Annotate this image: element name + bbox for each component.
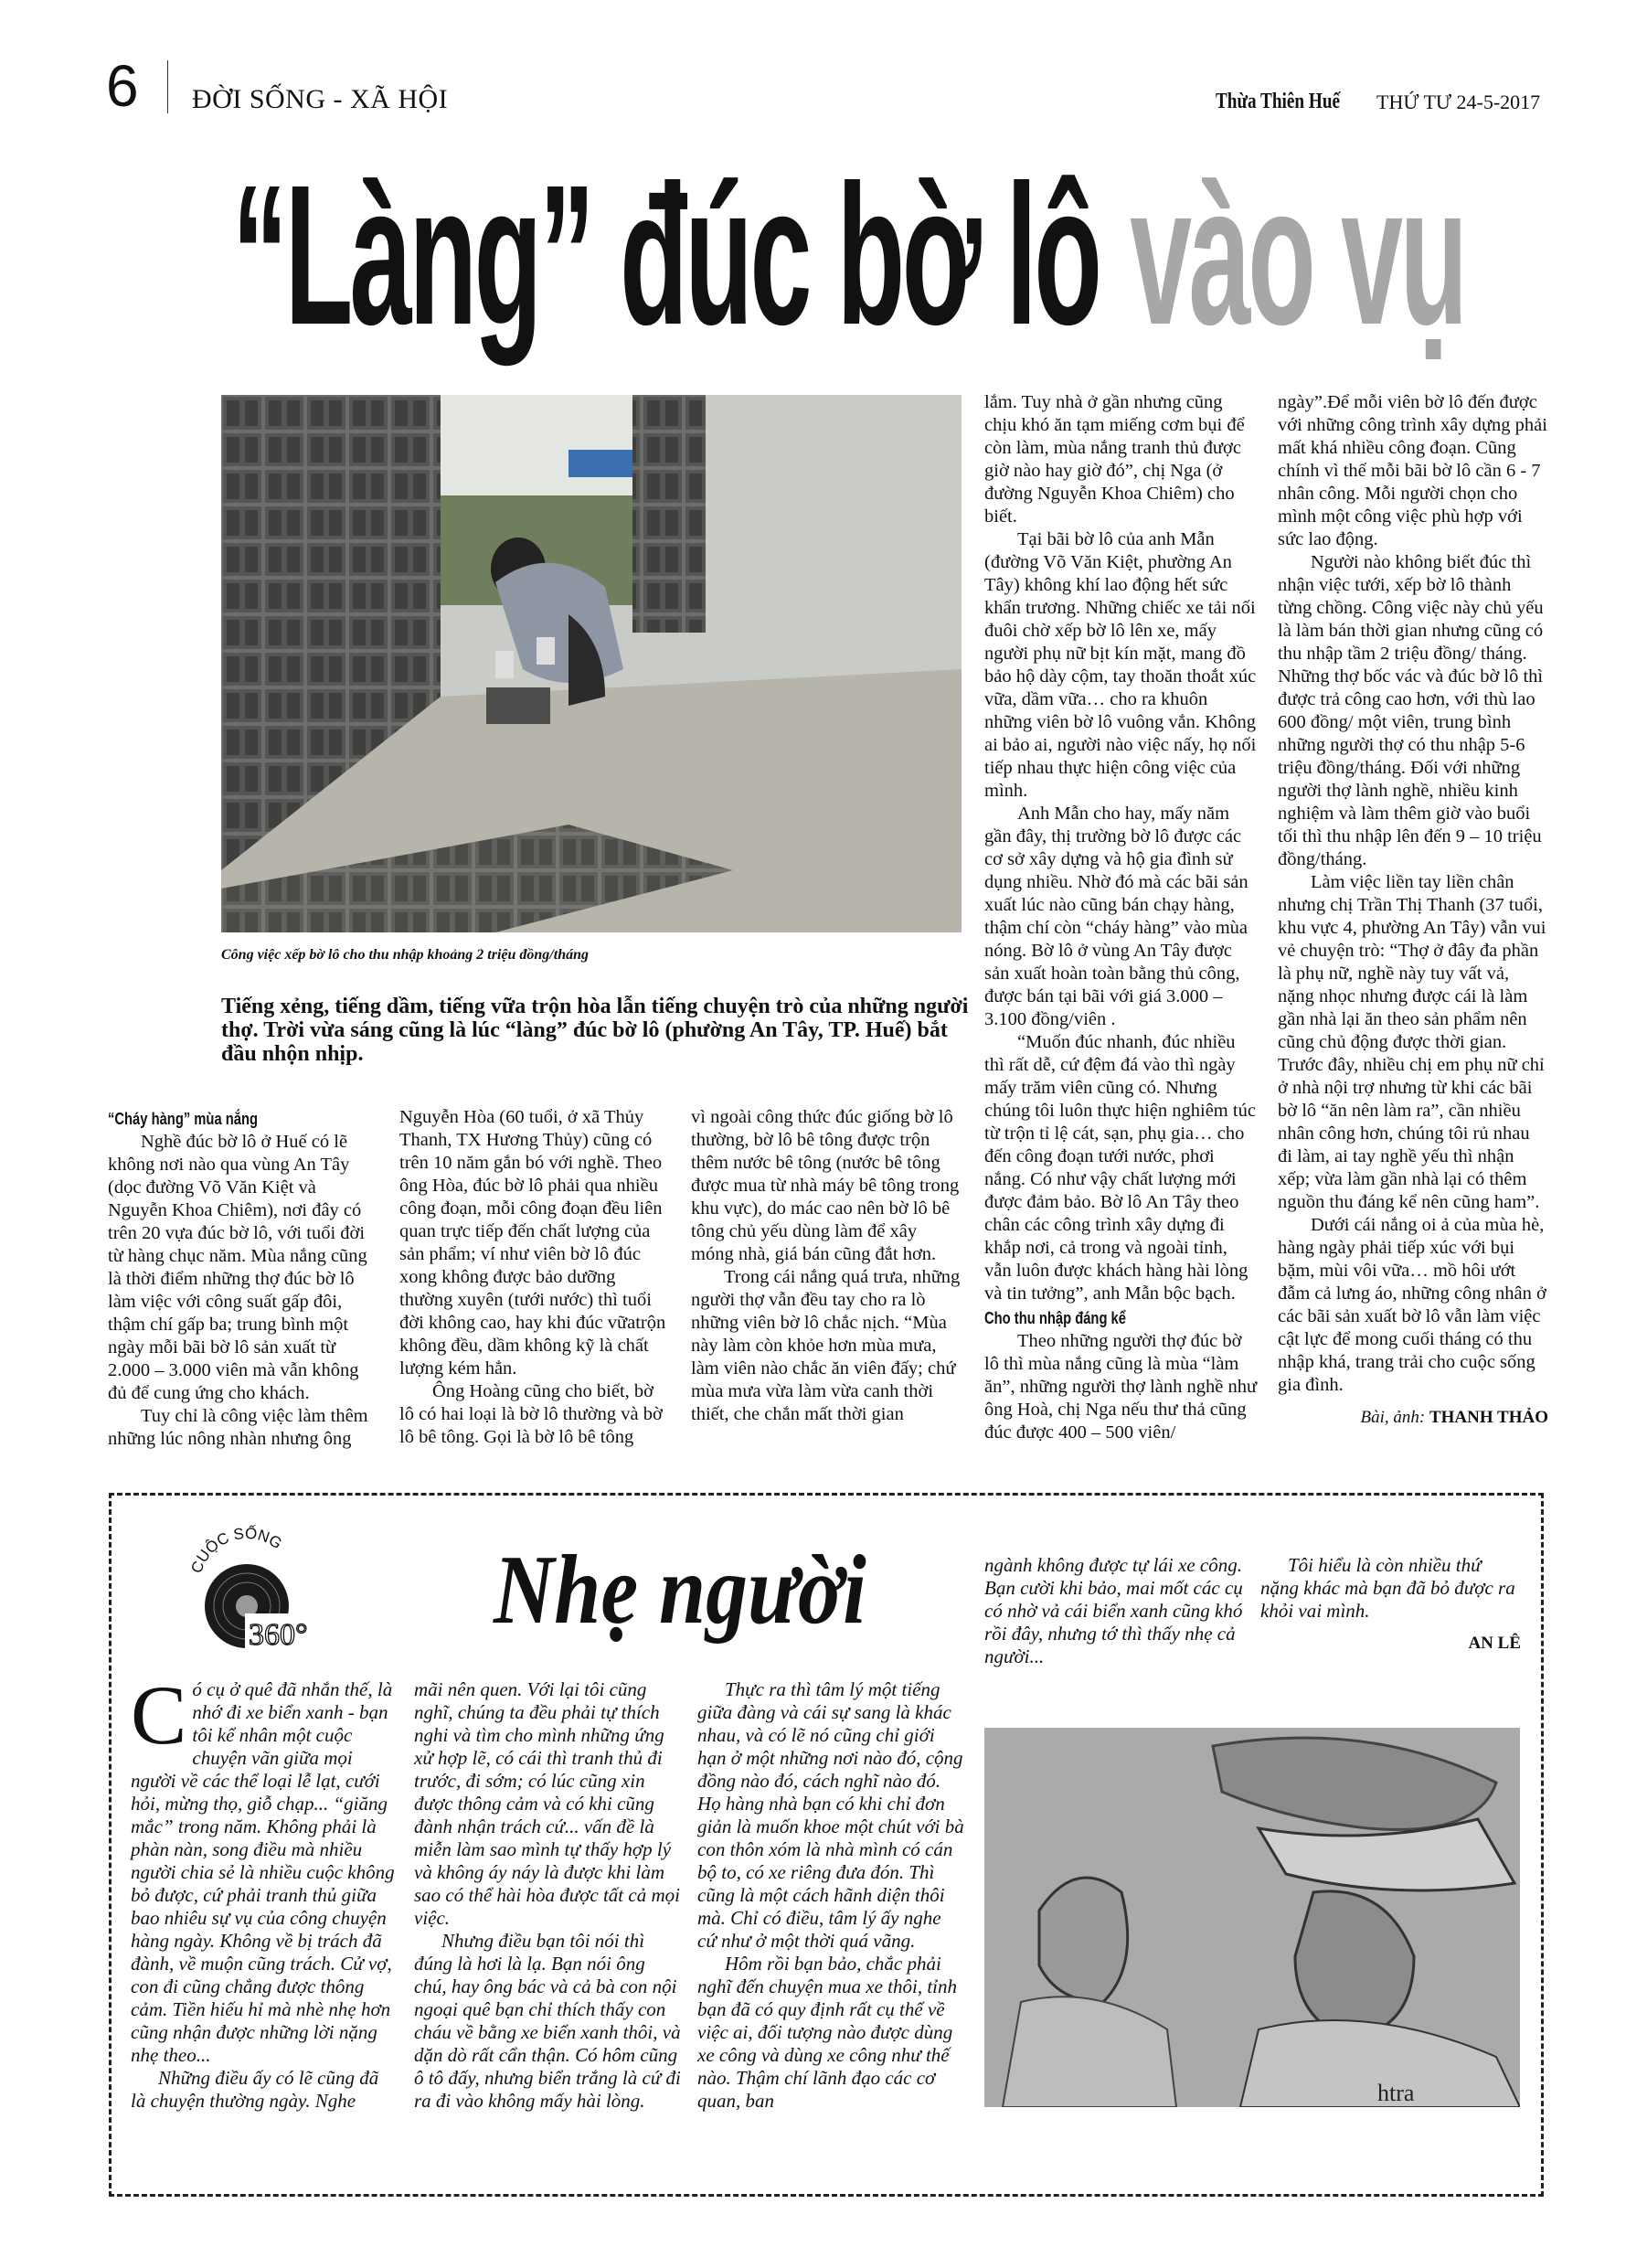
paragraph: ngày”.Để mỗi viên bờ lô đến được với những công trình xây dựng phải mất khá nhiều công đoạn. Cũng chính vì thế mỗi bãi bờ lô cần 6 - 7 nhân công. Mỗi người chọn cho mình một công việc phù hợp với sức lao động. [1278, 392, 1547, 549]
article-photo [221, 395, 962, 932]
paragraph: Làm việc liền tay liền chân nhưng chị Trần Thị Thanh (37 tuổi, khu vực 4, phường An Tây) vẫn vui vẻ chuyện trò: “Thợ ở đây đa phần là phụ nữ, nghề này tuy vất vả, nặng nhọc nhưng được cái là làm gần nhà lại ăn theo sản phẩm nên cũng chủ động được thời gian. Trước đây, nhiều chị em phụ nữ chỉ ở nhà nội trợ nhưng từ khi các bãi bờ lô “ăn nên làm ra”, cần nhiều nhân công hơn, chúng tôi rủ nhau đi làm, ai tay nghề yếu thì nhận xếp; vừa làm gần nhà lại có thêm nguồn thu đáng kể nên cũng ham”. [1278, 872, 1546, 1212]
brick-worker-photo [221, 395, 962, 932]
svg-text:CUỘC SỐNG: CUỘC SỐNG [187, 1524, 285, 1576]
box-column-2 [414, 1678, 681, 2113]
paragraph: Anh Mẫn cho hay, mấy năm gần đây, thị trường bờ lô được các cơ sở xây dựng và hộ gia đình sử dụng nhiều. Nhờ đó mà các bãi sản xuất lúc nào cũng bán chạy hàng, thậm chí còn “cháy hàng” vào mùa nóng. Bờ lô ở vùng An Tây được sản xuất hoàn toàn bằng thủ công, được bán tại bãi với giá 3.000 – 3.100 đồng/viên . [984, 804, 1249, 1029]
photo-caption: Công việc xếp bờ lô cho thu nhập khoảng 2 triệu đồng/tháng [221, 947, 589, 963]
paragraph: Ông Hoàng cũng cho biết, bờ lô có hai loại là bờ lô thường và bờ lô bê tông. Gọi là bờ lô bê tông [399, 1381, 663, 1447]
paragraph: Tuy chỉ là công việc làm thêm những lúc nông nhàn nhưng ông [108, 1406, 368, 1449]
article-column-4 [984, 391, 1259, 1444]
paragraph-text: ó cụ ở quê đã nhắn thế, là nhớ đi xe biển xanh - bạn tôi kể nhân một cuộc chuyện vãn giữa mọi người về các thể loại lễ lạt, cưới hỏi, mừng thọ, giỗ chạp... “giăng mắc” trong năm. Không phải là phàn nàn, song điều mà nhiều người chia sẻ là nhiều cuộc không bỏ được, cứ phải tranh thủ giữa bao nhiêu sự vụ của công chuyện hàng ngày. Không về bị trách đã đành, về muộn cũng trách. Cử vợ, con đi cũng chẳng được thông cảm. Tiền hiếu hỉ mà nhè nhẹ hơn cũng nhận được những lời nặng nhẹ theo... [131, 1678, 395, 2066]
paragraph: Tại bãi bờ lô của anh Mẫn (đường Võ Văn Kiệt, phường An Tây) không khí lao động hết sức khẩn trương. Những chiếc xe tải nối đuôi chờ xếp bờ lô lên xe, mấy người phụ nữ bịt kín mặt, mang đồ bảo hộ dày cộm, tay thoăn thoắt xúc vữa, dầm vữa… cho ra khuôn những viên bờ lô vuông vắn. Không ai bảo ai, người nào việc nấy, họ nối tiếp nhau thực hiện công việc của mình. [984, 529, 1257, 801]
drop-cap: C [131, 1668, 187, 1762]
byline [1278, 1406, 1548, 1429]
cuoc-song-360-logo [183, 1522, 311, 1650]
article-lede: Tiếng xẻng, tiếng dầm, tiếng vữa trộn hòa lẫn tiếng chuyện trò của những người thợ. Trời vừa sáng cũng là lúc “làng” đúc bờ lô (phường An Tây, TP. Huế) bắt đầu nhộn nhịp. [221, 995, 969, 1066]
sketch-illustration [984, 1728, 1520, 2107]
logo-degree-text: 360° [249, 1618, 308, 1650]
paragraph: Trong cái nắng quá trưa, những người thợ vẫn đều tay cho ra lò những viên bờ lô chắc nịch. “Mùa này làm còn khỏe hơn mùa mưa, làm viên nào chắc ăn viên đấy; chứ mùa mưa vừa làm vừa canh thời thiết, che chắn mất thời gian [691, 1267, 961, 1424]
paragraph: Hôm rồi bạn bảo, chắc phải nghĩ đến chuyện mua xe thôi, tỉnh bạn đã có quy định rất cụ thể về việc ai, đối tượng nào được dùng xe công và dùng xe công như thế nào. Thậm chí lãnh đạo các cơ quan, ban [697, 1953, 958, 2112]
paragraph: “Muốn đúc nhanh, đúc nhiều thì rất dễ, cứ đệm đá vào thì ngày mấy trăm viên cũng có. Nhưng chúng tôi luôn thực hiện nghiêm túc từ trộn tỉ lệ cát, sạn, phụ gia… cho đến công đoạn tưới nước, phơi nắng. Có như vậy chất lượng mới được đảm bảo. Bờ lô An Tây theo chân các công trình xây dựng đi khắp nơi, cả trong và ngoài tỉnh, vẫn luôn được khách hàng hài lòng và tin tưởng”, anh Mẫn bộc bạch. [984, 1032, 1256, 1304]
paragraph: Theo những người thợ đúc bờ lô thì mùa nắng cũng là mùa “làm ăn”, những người thợ lành nghề như ông Hoà, chị Nga nếu thư thả cũng đúc được 400 – 500 viên/ [984, 1331, 1258, 1443]
byline-label: Bài, ảnh: [1360, 1408, 1426, 1427]
byline-author: THANH THẢO [1429, 1408, 1548, 1427]
box-column-4 [984, 1554, 1251, 1668]
article-column-2 [399, 1106, 670, 1449]
paragraph: lắm. Tuy nhà ở gần nhưng cũng chịu khó ăn tạm miếng cơm bụi để còn làm, mùa nắng tranh thủ được giờ nào hay giờ đó”, chị Nga (ở đường Nguyễn Khoa Chiêm) cho biết. [984, 392, 1245, 527]
paragraph: mãi nên quen. Với lại tôi cũng nghĩ, chúng ta đều phải tự thích nghi và tìm cho mình những ứng xử hợp lẽ, có cái thì tranh thủ đi trước, đi sớm; có lúc cũng xin được thông cảm và có khi cũng đành nhận trách cứ... vấn đề là miễn làm sao mình tự thấy hợp lý và không áy náy là được khi làm sao có thể hài hòa được tất cả mọi việc. [414, 1678, 680, 1929]
paragraph: Thực ra thì tâm lý một tiếng giữa đàng và cái sự sang là khác nhau, và có lẽ nó cũng chỉ giới hạn ở một những nơi nào đó, cộng đồng nào đó, cách nghĩ nào đó. Họ hàng nhà bạn có khi chỉ đơn giản là muốn khoe một chút với bà con thôn xóm là nhà mình có cán bộ to, có xe riêng đưa đón. Thì cũng là một cách hãnh diện thôi mà. Chỉ có điều, tâm lý ấy nghe cứ như ở một thời quá vãng. [697, 1678, 964, 1952]
paragraph: Dưới cái nắng oi ả của mùa hè, hàng ngày phải tiếp xúc với bụi bặm, mùi vôi vữa… mồ hôi ướt đẫm cả lưng áo, những công nhân ở các bãi sản xuất bờ lô vẫn làm việc cật lực để mong cuối tháng có thu nhập khá, trang trải cho cuộc sống gia đình. [1278, 1215, 1546, 1395]
box-title: Nhẹ người [494, 1536, 866, 1645]
article-column-5 [1278, 391, 1548, 1429]
subheading: “Cháy hàng” mùa nắng [108, 1110, 259, 1128]
title-highlight: vào vụ [1130, 144, 1465, 367]
paragraph: Nguyễn Hòa (60 tuổi, ở xã Thủy Thanh, TX Hương Thủy) cũng có trên 10 năm gắn bó với nghề. Theo ông Hòa, đúc bờ lô phải qua nhiều công đoạn, mỗi công đoạn đều liên quan trực tiếp đến chất lượng của sản phẩm; ví như viên bờ lô đúc xong không được bảo dưỡng thường xuyên (tưới nước) thì tuổi đời không cao, hay khi đúc vữatrộn không đều, dầm không kỹ là chất lượng kém hẳn. [399, 1107, 666, 1379]
paragraph [131, 1668, 396, 2067]
section-label: ĐỜI SỐNG - XÃ HỘI [192, 84, 449, 114]
title-main: “Làng” đúc bờ lô [232, 144, 1100, 367]
box-column-5 [1260, 1554, 1521, 1655]
article-column-3 [691, 1106, 963, 1426]
box-column-1 [131, 1668, 396, 2113]
paragraph: ngành không được tự lái xe công. Bạn cười khi bảo, mai mốt các cụ có nhờ vả cái biển xanh cũng khó rồi đây, nhưng tớ thì thấy nhẹ cả người... [984, 1554, 1243, 1667]
subheading: Cho thu nhập đáng kể [984, 1309, 1126, 1327]
box-column-3 [697, 1678, 964, 2113]
page-number: 6 [106, 53, 139, 119]
paragraph: Nhưng điều bạn tôi nói thì đúng là hơi là lạ. Bạn nói ông chú, hay ông bác và cả bà con nội ngoại quê bạn chỉ thích thấy con cháu về bằng xe biển xanh thôi, và dặn dò rất cẩn thận. Có hôm cũng ô tô đấy, nhưng biển trắng là cứ đi ra đi vào không mấy hài lòng. [414, 1930, 681, 2112]
paragraph: Người nào không biết đúc thì nhận việc tưới, xếp bờ lô thành từng chồng. Công việc này chủ yếu là làm bán thời gian nhưng cũng có thu nhập tầm 2 triệu đồng/ tháng. Những thợ bốc vác và đúc bờ lô thì được trả công cao hơn, với thù lao 600 đồng/ một viên, trung bình những người thợ có thu nhập 5-6 triệu đồng/tháng. Đối với những người thợ lành nghề, nhiều kinh nghiệm và làm thêm giờ vào buổi tối thì thu nhập lên đến 9 – 10 triệu đồng/tháng. [1278, 552, 1544, 869]
article-column-1 [108, 1106, 378, 1451]
paragraph: Tôi hiểu là còn nhiều thứ nặng khác mà bạn đã bỏ được ra khỏi vai mình. [1260, 1554, 1515, 1622]
vinyl-record-icon [183, 1522, 311, 1650]
box-signature: AN LÊ [1468, 1634, 1521, 1653]
paragraph: vì ngoài công thức đúc giống bờ lô thường, bờ lô bê tông được trộn thêm nước bê tông (nước bê tông được mua từ nhà máy bê tông trong khu vực), do mác cao nên bờ lô bê tông chủ yếu dùng làm để xây móng nhà, giá bán cũng đắt hơn. [691, 1107, 960, 1264]
illustration [984, 1728, 1520, 2107]
paragraph: Những điều ấy có lẽ cũng đã là chuyện thường ngày. Nghe [131, 2067, 379, 2112]
header-divider [167, 60, 168, 113]
paragraph: Nghề đúc bờ lô ở Huế có lẽ không nơi nào qua vùng An Tây (dọc đường Võ Văn Kiệt và Nguyễn Khoa Chiêm), nơi đây có trên 20 vựa đúc bờ lô, với tuổi đời từ hàng chục năm. Mùa nắng cũng là thời điểm những thợ đúc bờ lô làm việc với công suất gấp đôi, thậm chí gấp ba; trung bình một ngày mỗi bãi bờ lô sản xuất từ 2.000 – 3.000 viên mà vẫn không đủ để cung ứng cho khách. [108, 1132, 367, 1403]
masthead: Thừa Thiên Huế [1216, 90, 1341, 113]
issue-date: THỨ TƯ 24-5-2017 [1376, 91, 1541, 113]
illustration-signature: htra [1377, 2080, 1415, 2106]
article-title [232, 144, 1465, 367]
